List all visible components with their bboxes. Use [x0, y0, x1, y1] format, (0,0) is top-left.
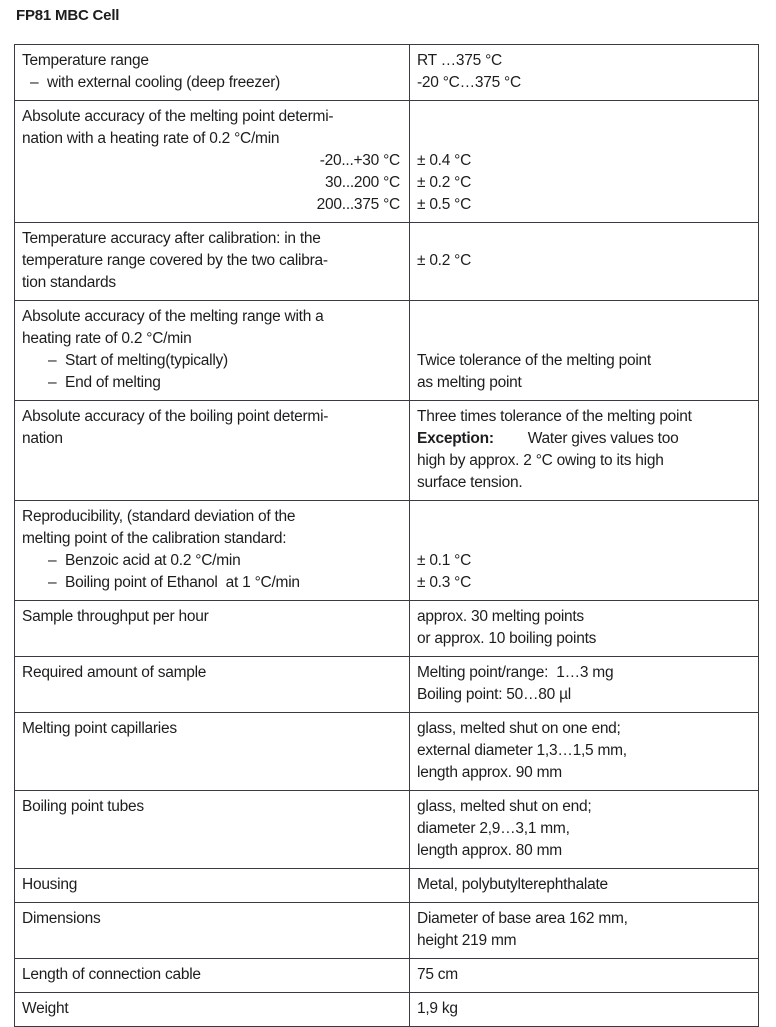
spec-text-line: ± 0.3 °C [417, 574, 472, 591]
spec-text-line: Reproducibility, (standard deviation of the [22, 508, 296, 525]
cell-lines [417, 718, 751, 784]
spec-text-line: height 219 mm [417, 932, 517, 949]
cell-lines [417, 908, 751, 952]
spec-text-line: Three times tolerance of the melting point [417, 408, 692, 425]
spec-value-cell [410, 657, 759, 713]
table-row [15, 223, 759, 301]
spec-text-line: Melting point capillaries [22, 720, 177, 737]
spec-label-cell [15, 903, 410, 959]
table-row [15, 903, 759, 959]
cell-lines [417, 228, 751, 272]
spec-bullet-label: Boiling point of Ethanol at 1 °C/min [65, 574, 300, 591]
spec-text-line: diameter 2,9…3,1 mm, [417, 820, 570, 837]
spec-value-cell [410, 223, 759, 301]
spec-text-line [417, 328, 751, 350]
spec-label-cell [15, 601, 410, 657]
spec-text-line: 75 cm [417, 966, 458, 983]
table-row [15, 657, 759, 713]
spec-text-line: Length of connection cable [22, 966, 201, 983]
cell-lines [22, 506, 402, 594]
exception-keyword: Exception: [417, 430, 494, 447]
spec-text-line: Diameter of base area 162 mm, [417, 910, 628, 927]
spec-text-line: ± 0.2 °C [417, 252, 472, 269]
spec-text-line: tion standards [22, 274, 116, 291]
spec-label-cell [15, 45, 410, 101]
cell-lines [417, 796, 751, 862]
spec-value-cell [410, 401, 759, 501]
spec-label-cell [15, 791, 410, 869]
spec-text-line: approx. 30 melting points [417, 608, 584, 625]
spec-text-line: external diameter 1,3…1,5 mm, [417, 742, 627, 759]
spec-text-line [417, 528, 751, 550]
page-title: FP81 MBC Cell [16, 7, 120, 24]
cell-lines [22, 50, 402, 94]
spec-exception-line [417, 428, 751, 450]
spec-text-line: glass, melted shut on one end; [417, 720, 621, 737]
spec-value-cell [410, 959, 759, 993]
spec-text-line: length approx. 90 mm [417, 764, 562, 781]
table-row [15, 101, 759, 223]
spec-text-line: Temperature range [22, 52, 149, 69]
spec-range-line: 30...200 °C [325, 174, 400, 191]
spec-value-cell [410, 869, 759, 903]
spec-bullet-line [22, 550, 402, 572]
cell-lines [417, 306, 751, 394]
dash-bullet-icon: – [48, 574, 57, 591]
spec-bullet-label: End of melting [65, 374, 161, 391]
cell-lines [417, 998, 751, 1020]
spec-text-line: melting point of the calibration standard: [22, 530, 287, 547]
cell-lines [417, 106, 751, 216]
spec-text-line: Absolute accuracy of the boiling point determi- [22, 408, 329, 425]
cell-lines [22, 606, 402, 628]
spec-text-line: Absolute accuracy of the melting range with a [22, 308, 324, 325]
cell-lines [22, 874, 402, 896]
cell-lines [417, 874, 751, 896]
spec-text-line: Metal, polybutylterephthalate [417, 876, 608, 893]
spec-value-cell [410, 45, 759, 101]
table-row [15, 45, 759, 101]
spec-text-line [417, 228, 751, 250]
spec-text-line: Temperature accuracy after calibration: in the [22, 230, 321, 247]
table-row [15, 501, 759, 601]
spec-range-line: -20...+30 °C [319, 152, 400, 169]
spec-label-cell [15, 959, 410, 993]
spec-bullet-line [22, 350, 402, 372]
spec-value-cell [410, 903, 759, 959]
cell-lines [417, 406, 751, 494]
cell-lines [22, 964, 402, 986]
spec-text-line: Required amount of sample [22, 664, 207, 681]
spec-text-line: Weight [22, 1000, 69, 1017]
specifications-table [14, 44, 759, 1027]
spec-label-cell [15, 993, 410, 1027]
spec-text-line: ± 0.2 °C [417, 174, 472, 191]
table-row [15, 791, 759, 869]
spec-bullet-label: with external cooling (deep freezer) [47, 74, 281, 91]
spec-label-cell [15, 401, 410, 501]
spec-text-line: length approx. 80 mm [417, 842, 562, 859]
spec-text-line: Twice tolerance of the melting point [417, 352, 651, 369]
spec-text-line: temperature range covered by the two calibra- [22, 252, 328, 269]
spec-label-cell [15, 501, 410, 601]
spec-label-cell [15, 101, 410, 223]
spec-bullet-label: Benzoic acid at 0.2 °C/min [65, 552, 241, 569]
spec-text-line: as melting point [417, 374, 522, 391]
spec-value-cell [410, 791, 759, 869]
cell-lines [22, 908, 402, 930]
spec-text-line [417, 506, 751, 528]
spec-text-line: ± 0.5 °C [417, 196, 472, 213]
cell-lines [417, 964, 751, 986]
spec-label-cell [15, 869, 410, 903]
table-row [15, 993, 759, 1027]
spec-text-line [417, 306, 751, 328]
spec-text-line: Melting point/range: 1…3 mg [417, 664, 614, 681]
cell-lines [22, 106, 402, 216]
spec-value-cell [410, 301, 759, 401]
spec-text-line [417, 106, 751, 128]
spec-text-line [417, 128, 751, 150]
spec-bullet-line [22, 372, 402, 394]
spec-text-line: ± 0.1 °C [417, 552, 472, 569]
table-row [15, 869, 759, 903]
cell-lines [22, 796, 402, 818]
spec-text-line: or approx. 10 boiling points [417, 630, 597, 647]
spec-range-line: 200...375 °C [316, 196, 400, 213]
table-row [15, 401, 759, 501]
spec-value-cell [410, 501, 759, 601]
dash-bullet-icon: – [48, 352, 57, 369]
cell-lines [417, 606, 751, 650]
table-row [15, 959, 759, 993]
cell-lines [22, 406, 402, 450]
spec-label-cell [15, 301, 410, 401]
spec-text-line: Absolute accuracy of the melting point determi- [22, 108, 334, 125]
cell-lines [22, 662, 402, 684]
spec-bullet-line [22, 572, 402, 594]
spec-text-line: glass, melted shut on end; [417, 798, 592, 815]
spec-text-line: heating rate of 0.2 °C/min [22, 330, 192, 347]
spec-text-line: Sample throughput per hour [22, 608, 209, 625]
spec-text-line: nation with a heating rate of 0.2 °C/min [22, 130, 280, 147]
exception-text: Water gives values too [527, 430, 679, 447]
spec-text-line: Dimensions [22, 910, 101, 927]
cell-lines [417, 506, 751, 594]
table-body [15, 45, 759, 1027]
spec-text-line: nation [22, 430, 63, 447]
spec-value-cell [410, 993, 759, 1027]
spec-value-cell [410, 713, 759, 791]
spec-bullet-line [22, 72, 402, 94]
spec-text-line: surface tension. [417, 474, 523, 491]
spec-text-line: Boiling point: 50…80 µl [417, 686, 571, 703]
spec-bullet-label: Start of melting(typically) [65, 352, 228, 369]
dash-bullet-icon: – [30, 74, 39, 91]
spec-value-cell [410, 101, 759, 223]
cell-lines [22, 718, 402, 740]
table-row [15, 713, 759, 791]
spec-text-line: high by approx. 2 °C owing to its high [417, 452, 664, 469]
spec-text-line: -20 °C…375 °C [417, 74, 521, 91]
spec-label-cell [15, 223, 410, 301]
dash-bullet-icon: – [48, 552, 57, 569]
spec-text-line: ± 0.4 °C [417, 152, 472, 169]
spec-text-line: Boiling point tubes [22, 798, 144, 815]
spec-value-cell [410, 601, 759, 657]
table-row [15, 601, 759, 657]
spec-text-line: 1,9 kg [417, 1000, 458, 1017]
cell-lines [22, 998, 402, 1020]
cell-lines [417, 50, 751, 94]
cell-lines [417, 662, 751, 706]
cell-lines [22, 228, 402, 294]
dash-bullet-icon: – [48, 374, 57, 391]
cell-lines [22, 306, 402, 394]
table-row [15, 301, 759, 401]
spec-label-cell [15, 657, 410, 713]
spec-text-line: RT …375 °C [417, 52, 502, 69]
spec-label-cell [15, 713, 410, 791]
spec-text-line: Housing [22, 876, 78, 893]
